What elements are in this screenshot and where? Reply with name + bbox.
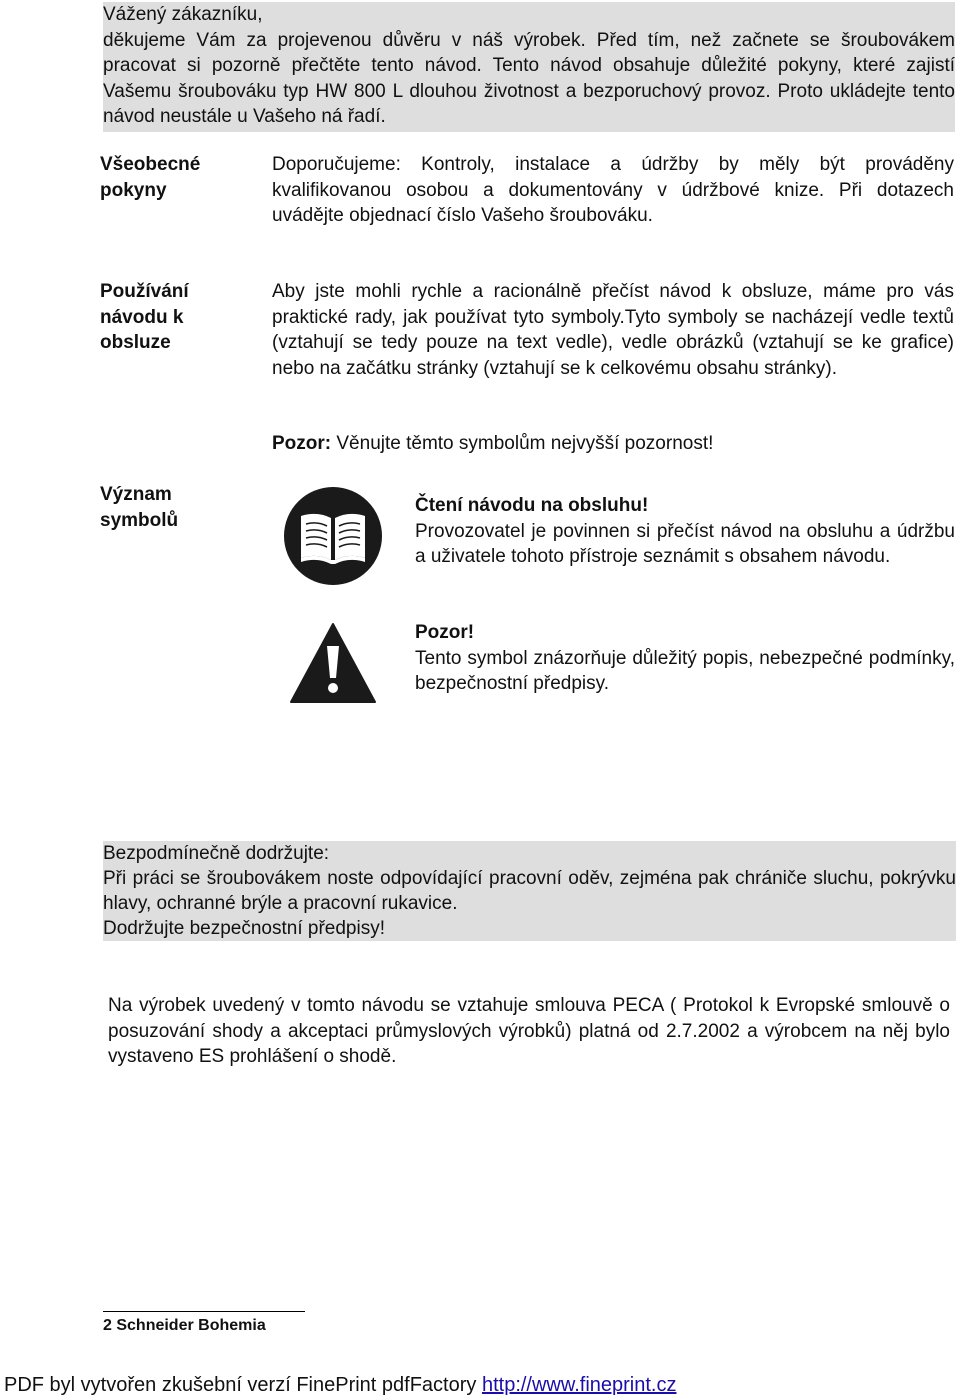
usage-text: Aby jste mohli rychle a racionálně přečíst návod k obsluze, máme pro vás praktické rady, jak používat tyto symboly.Tyto symboly se nacházejí vedle textů (vztahují se tedy pouze na text vedle), vedle obrázků (vztahují se ke grafice) nebo na začátku stránky (vztahují se k celkovému obsahu stránky). <box>272 281 954 379</box>
notice-line3: Dodržujte bezpečnostní předpisy! <box>103 918 385 939</box>
heading-symbols: Význam symbolů <box>100 484 179 531</box>
notice-line1: Bezpodmínečně dodržujte: <box>103 843 330 864</box>
notice-line2: Při práci se šroubovákem noste odpovídající pracovní oděv, zejména pak chrániče sluchu, pokrývku hlavy, ochranné brýle a pracovní rukavice. <box>103 868 956 914</box>
symbol-warning-text: Tento symbol znázorňuje důležitý popis, nebezpečné podmínky, bezpečnostní předpisy. <box>415 647 955 694</box>
pozor-note <box>272 431 713 457</box>
symbol-warning-desc <box>415 620 955 697</box>
heading-general: Všeobecné pokyny <box>100 154 201 201</box>
warning-icon <box>289 622 377 704</box>
book-icon <box>283 486 383 586</box>
general-text: Doporučujeme: Kontroly, instalace a údržby by měly být prováděny kvalifikovanou osobou a dokumentovány v údržbové knize. Při dotazech uvádějte objednací číslo Vašeho šroubováku. <box>272 154 954 226</box>
pozor-text: Věnujte těmto symbolům nejvyšší pozornost! <box>331 433 714 454</box>
intro-text: děkujeme Vám za projevenou důvěru v náš výrobek. Před tím, než začnete se šroubovákem pracovat si pozorně přečtěte tento návod. Tento návod obsahuje důležité pokyny, které zajistí Vašemu šroubováku typ HW 800 L dlouhou životnost a bezporuchový provoz. Proto ukládejte tento návod neustále u Vašeho ná řadí. <box>103 29 955 127</box>
symbol-warning-title: Pozor! <box>415 622 475 643</box>
symbol-book-desc <box>415 493 955 570</box>
symbol-book-title: Čtení návodu na obsluhu! <box>415 495 649 516</box>
heading-usage: Používání návodu k obsluze <box>100 281 189 353</box>
greeting: Vážený zákazníku, <box>103 4 263 25</box>
pozor-label: Pozor: <box>272 433 332 454</box>
pdf-footer-text: PDF byl vytvořen zkušební verzí FinePrint pdfFactory <box>4 1374 482 1396</box>
footer-divider <box>103 1311 305 1312</box>
notice-box <box>103 841 956 941</box>
pdf-footer <box>4 1372 676 1398</box>
peca-statement: Na výrobek uvedený v tomto návodu se vztahuje smlouva PECA ( Protokol k Evropské smlouvě o posuzování shody a akceptaci průmyslových výrobků) platná od 2.7.2002 a výrobcem na něj bylo vystaveno ES prohlášení o shodě. <box>108 995 950 1067</box>
symbol-book-text: Provozovatel je povinnen si přečíst návod na obsluhu a údržbu a uživatele tohoto přístroje seznámit s obsahem návodu. <box>415 520 955 567</box>
intro-box <box>103 2 955 132</box>
fineprint-link[interactable]: http://www.fineprint.cz <box>481 1374 677 1396</box>
page-footer: 2 Schneider Bohemia <box>103 1317 266 1334</box>
